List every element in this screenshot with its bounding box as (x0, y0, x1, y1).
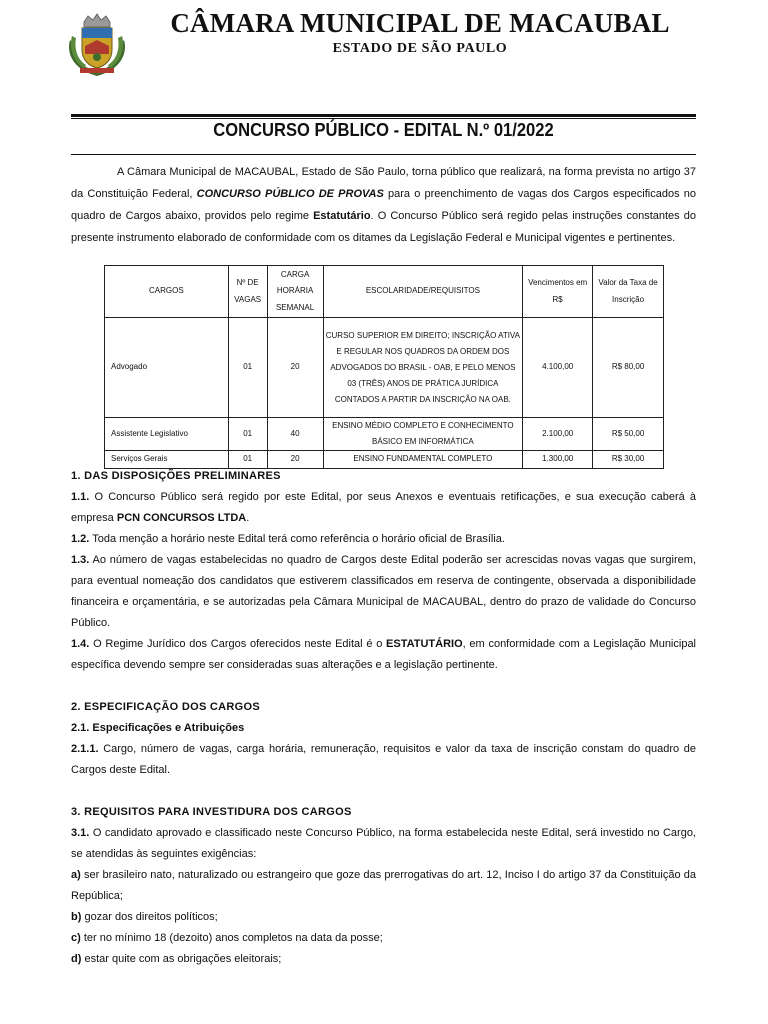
col-header-escolaridade: ESCOLARIDADE/REQUISITOS (323, 266, 523, 318)
item-3-1-b: b) gozar dos direitos políticos; (71, 911, 218, 923)
cell-taxa: R$ 50,00 (593, 418, 664, 451)
cell-carga: 40 (267, 418, 323, 451)
item-3-1: 3.1. O candidato aprovado e classificado neste Concurso Público, na forma estabelecida neste Edital, será investido no Cargo, se atendidas às seguintes exigências: (71, 827, 696, 860)
item-3-1-a: a) ser brasileiro nato, naturalizado ou estrangeiro que goze das prerrogativas do art. 12, Inciso I do artigo 37 da Constituição da República; (71, 869, 696, 902)
col-header-vencimentos: Vencimentos em R$ (523, 266, 593, 318)
col-header-vagas: Nº DE VAGAS (228, 266, 267, 318)
header-rule-thick (71, 114, 696, 117)
cell-requisitos: ENSINO FUNDAMENTAL COMPLETO (323, 451, 523, 469)
item-1-1: 1.1. O Concurso Público será regido por este Edital, por seus Anexos e eventuais retificações, e sua execução caberá à empresa PCN CONCURSOS LTDA. (71, 491, 696, 524)
subsection-title: 2.1. Especificações e Atribuições (71, 722, 245, 734)
header-subtitle: ESTADO DE SÃO PAULO (332, 41, 508, 56)
cell-cargo: Serviços Gerais (105, 451, 229, 469)
col-header-carga: CARGA HORÁRIA SEMANAL (267, 266, 323, 318)
section-title: 3. REQUISITOS PARA INVESTIDURA DOS CARGOS (71, 806, 352, 818)
item-1-4: 1.4. O Regime Jurídico dos Cargos oferecidos neste Edital é o ESTATUTÁRIO, em conformidade com a Legislação Municipal específica devendo sempre ser consideradas suas alterações e a legislação pertinente. (71, 638, 697, 671)
edital-body (71, 466, 696, 970)
cell-vagas: 01 (228, 451, 267, 469)
cell-vencimentos: 4.100,00 (523, 318, 593, 418)
cell-cargo: Assistente Legislativo (105, 418, 229, 451)
coat-of-arms-icon (64, 10, 130, 78)
cargos-table (104, 265, 664, 469)
edital-title: CONCURSO PÚBLICO - EDITAL N.º 01/2022 (213, 120, 554, 140)
cell-vencimentos: 2.100,00 (523, 418, 593, 451)
item-3-1-d: d) estar quite com as obrigações eleitorais; (71, 953, 282, 965)
table-row (105, 418, 664, 451)
item-1-3: 1.3. Ao número de vagas estabelecidas no quadro de Cargos deste Edital poderão ser acrescidas novas vagas que surgirem, para eventual nomeação dos candidatos que estiverem classificados em reserva de contingente, observada a disponibilidade financeira e orçamentária, e se autorizadas pela Câmara Municipal de MACAUBAL, dentro do prazo de validade do Concurso Público. (71, 554, 696, 629)
cell-taxa: R$ 30,00 (593, 451, 664, 469)
title-rule (71, 154, 696, 155)
section-title: 2. ESPECIFICAÇÃO DOS CARGOS (71, 701, 261, 713)
cell-vencimentos: 1.300,00 (523, 451, 593, 469)
header-rule-thin (71, 118, 696, 119)
cell-vagas: 01 (228, 318, 267, 418)
col-header-taxa: Valor da Taxa de Inscrição (593, 266, 664, 318)
cell-taxa: R$ 80,00 (593, 318, 664, 418)
cell-vagas: 01 (228, 418, 267, 451)
item-1-2: 1.2. Toda menção a horário neste Edital terá como referência o horário oficial de Brasília. (71, 533, 505, 545)
cell-carga: 20 (267, 451, 323, 469)
table-header-row (105, 266, 664, 318)
cell-requisitos: ENSINO MÉDIO COMPLETO E CONHECIMENTO BÁSICO EM INFORMÁTICA (323, 418, 523, 451)
section-title: 1. DAS DISPOSIÇÕES PRELIMINARES (71, 470, 281, 482)
item-2-1-1: 2.1.1. Cargo, número de vagas, carga horária, remuneração, requisitos e valor da taxa de inscrição constam do quadro de Cargos deste Edital. (71, 743, 696, 776)
cell-carga: 20 (267, 318, 323, 418)
cell-cargo: Advogado (105, 318, 229, 418)
header-title: CÂMARA MUNICIPAL DE MACAUBAL (170, 8, 670, 38)
cell-requisitos: CURSO SUPERIOR EM DIREITO; INSCRIÇÃO ATIVA E REGULAR NOS QUADROS DA ORDEM DOS ADVOGADOS DO BRASIL - OAB, E PELO MENOS 03 (TRÊS) ANOS DE PRÁTICA JURÍDICA CONTADOS A PARTIR DA INSCRIÇÃO NA OAB. (323, 318, 523, 418)
intro-paragraph: A Câmara Municipal de MACAUBAL, Estado de São Paulo, torna público que realizará, na forma prevista no artigo 37 da Constituição Federal, CONCURSO PÚBLICO DE PROVAS para o preenchimento de vagas dos Cargos especificados no quadro de Cargos abaixo, providos pelo regime Estatutário. O Concurso Público será regido pelas instruções constantes do presente instrumento elaborado de conformidade com os ditames da Legislação Federal e Municipal vigentes e pertinentes. (71, 166, 697, 244)
col-header-cargos: CARGOS (105, 266, 229, 318)
table-row (105, 318, 664, 418)
item-3-1-c: c) ter no mínimo 18 (dezoito) anos completos na data da posse; (71, 932, 383, 944)
